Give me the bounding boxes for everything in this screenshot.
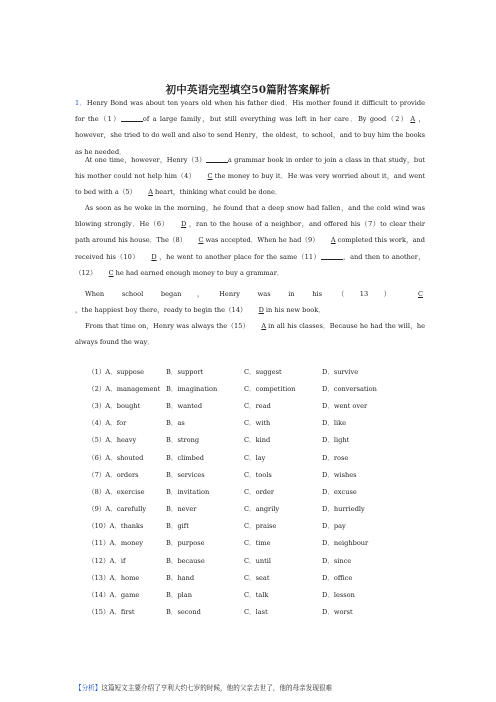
option-b: B．support (166, 367, 204, 376)
option-row (88, 500, 408, 517)
option-row (88, 379, 408, 396)
passage-text: ，ran to the house of a neighbor，and offered his（7）to clear their path around his house．The（8） (75, 220, 425, 245)
option-row (88, 414, 408, 431)
option-b: B．because (166, 556, 205, 565)
option-c: C．order (244, 487, 275, 496)
option-c: C．kind (244, 436, 271, 445)
option-d: D．conversation (322, 384, 377, 393)
option-a: （13）A．home (88, 573, 140, 582)
answer-blank: C (198, 236, 204, 245)
option-c: C．competition (244, 384, 296, 393)
option-a: （2）A．management (88, 384, 161, 393)
passage-text: From that time on，Henry was always the（15） (85, 322, 250, 330)
option-b: B．services (166, 470, 205, 479)
option-row (88, 603, 408, 620)
option-a: （9）A．carefully (88, 505, 147, 514)
passage-text: As soon as he woke in the morning，he found that a deep snow had fallen，and the cold wind was blowing strongly．He（6） (75, 204, 425, 229)
option-b: B．purpose (166, 539, 205, 548)
passage-text: was accepted．When he had（9） (205, 236, 319, 245)
option-d: D．rose (322, 453, 349, 462)
option-b: B．climbed (166, 453, 204, 462)
option-a: （7）A．orders (88, 470, 139, 479)
analysis-text: 这篇短文主要介绍了亨利大约七岁的时候，他的父亲去世了，他的母亲发现很难 (101, 684, 333, 692)
option-a: （12）A．if (88, 556, 126, 565)
passage-text: completed this work，and received his（10） (75, 236, 425, 261)
option-d: D．like (322, 419, 346, 428)
option-d: D．worst (322, 608, 353, 617)
option-row (88, 465, 408, 482)
option-b: B．strong (166, 436, 200, 445)
paragraph-3 (75, 200, 425, 281)
option-row (88, 431, 408, 448)
answer-blank: A (261, 322, 267, 330)
option-d: D．office (322, 573, 353, 582)
option-b: B．wanted (166, 401, 203, 410)
option-row (88, 534, 408, 551)
option-d: D．since (322, 556, 352, 565)
option-c: C．last (244, 608, 268, 617)
answer-blank: C (108, 268, 114, 277)
passage-text: At one time，however，Henry（3） (85, 156, 206, 164)
option-c: C．tools (244, 470, 272, 479)
option-c: C．suggest (244, 367, 282, 376)
option-b: B．second (166, 608, 201, 617)
passage-text: ，however，she tried to do well and also to send Henry，the oldest，to school，and to buy him the books as he needed． (75, 115, 425, 156)
option-a: （5）A．heavy (88, 436, 137, 445)
analysis-line (75, 682, 435, 692)
passage-text: ，the happiest boy there，ready to begin the（14） (75, 306, 247, 315)
option-row (88, 362, 408, 379)
option-c: C．read (244, 401, 271, 410)
answer-blank: D (180, 220, 187, 229)
option-d: D．lesson (322, 591, 355, 600)
option-d: D．excuse (322, 487, 357, 496)
option-a: （10）A．thanks (88, 522, 144, 531)
paragraph-5 (75, 318, 425, 350)
page-title: 初中英语完型填空50篇附答案解析 (165, 84, 331, 96)
paragraph-4 (75, 286, 425, 318)
option-row (88, 551, 408, 568)
question-number: 1． (75, 99, 87, 107)
analysis-tag: 【分析】 (75, 684, 102, 692)
option-a: （1）A．suppose (88, 367, 145, 376)
passage-text: heart，thinking what could be done． (154, 188, 282, 197)
passage-text: the money to buy it．He was very worried about it，and went to bed with a（5） (75, 172, 426, 197)
answer-blank: A (330, 236, 336, 245)
option-b: B．plan (166, 591, 192, 600)
passage-text: ，he went to another place for the same（11） (158, 252, 321, 261)
option-a: （15）A．first (88, 608, 135, 617)
option-d: D．wishes (322, 470, 357, 479)
option-d: D．went over (322, 401, 368, 410)
answer-blank: D (258, 306, 264, 315)
option-c: C．seat (244, 573, 270, 582)
option-d: D．light (322, 436, 350, 445)
option-c: C．lay (244, 453, 266, 462)
option-row (88, 482, 408, 499)
option-row (88, 517, 408, 534)
option-c: C．talk (244, 591, 269, 600)
option-d: D．pay (322, 522, 346, 531)
answer-blank: A (148, 188, 153, 197)
passage-text: in his new book． (265, 306, 325, 315)
passage-text: When school began，Henry was in his（13） (85, 290, 406, 298)
answer-blank: C (417, 290, 423, 298)
options-table (88, 362, 408, 620)
option-b: B．invitation (166, 487, 210, 496)
option-c: C．time (244, 539, 271, 548)
answer-blank (206, 155, 228, 163)
answer-blank: D (151, 252, 157, 261)
option-c: C．praise (244, 522, 277, 531)
passage-text: of a large family，but still everything was left in her care．By good（2） (142, 115, 409, 124)
option-c: C．with (244, 419, 271, 428)
option-c: C．angrily (244, 505, 280, 514)
passage-text: Henry Bond was about ten years old when his father died．His mother found it difficult to provide for the（1） (75, 99, 426, 124)
option-b: B．gift (166, 522, 189, 531)
option-row (88, 585, 408, 602)
option-row (88, 448, 408, 465)
option-b: B．hand (166, 573, 195, 582)
passage-text: in all his classes．Because he had the will，he always found the way． (75, 322, 425, 347)
paragraph-1 (75, 95, 425, 160)
option-b: B．never (166, 505, 197, 514)
option-a: （3）A．bought (88, 401, 141, 410)
answer-blank: C (207, 172, 213, 181)
passage-text: ，and then to another，（12） (75, 252, 425, 277)
answer-blank (321, 252, 343, 260)
option-b: B．imagination (166, 384, 218, 393)
answer-blank: A (410, 115, 416, 124)
option-a: （6）A．shouted (88, 453, 144, 462)
passage-text: a grammar book in order to join a class in that study，but his mother could not help him（4） (75, 156, 425, 181)
option-d: D．survive (322, 367, 359, 376)
option-a: （14）A．game (88, 591, 140, 600)
option-d: D．neighbour (322, 539, 369, 548)
option-a: （11）A．money (88, 539, 144, 548)
answer-blank (121, 114, 143, 122)
option-a: （8）A．exercise (88, 487, 145, 496)
option-b: B．as (166, 419, 185, 428)
passage-text: he had earned enough money to buy a grammar． (115, 268, 284, 277)
option-c: C．until (244, 556, 271, 565)
option-a: （4）A．for (88, 419, 127, 428)
paragraph-2 (75, 152, 425, 201)
option-d: D．hurriedly (322, 505, 365, 514)
option-row (88, 396, 408, 413)
option-row (88, 568, 408, 585)
